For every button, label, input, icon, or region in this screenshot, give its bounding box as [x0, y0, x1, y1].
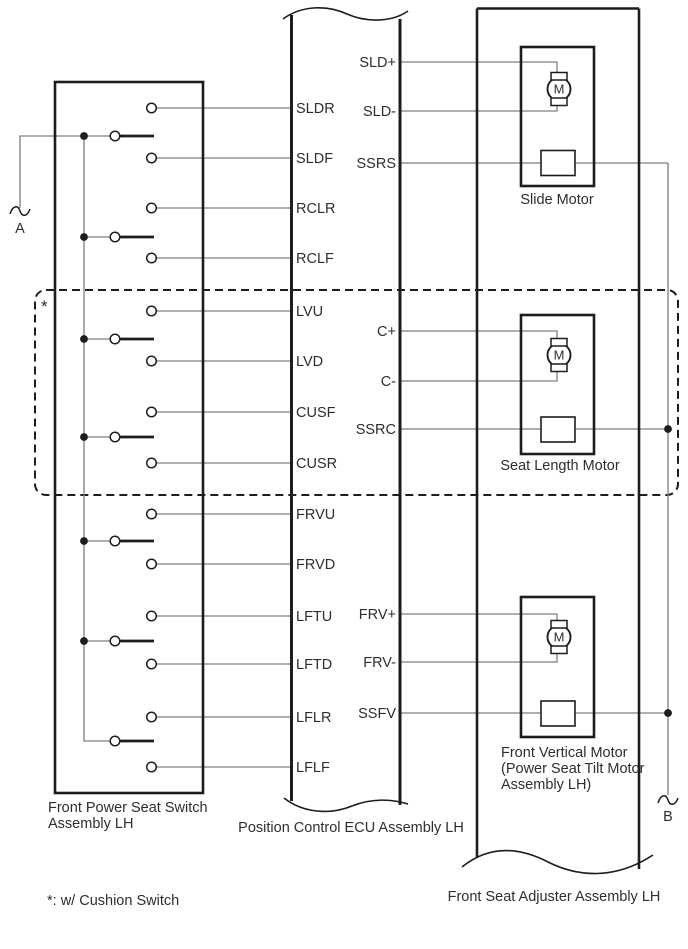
ecu-right-pin-labels — [356, 55, 397, 722]
front-vertical-motor-label-3: Assembly LH) — [501, 777, 592, 793]
switch-levers — [121, 136, 155, 741]
pin-label: LFLF — [296, 760, 330, 776]
motor-terminal — [551, 621, 567, 629]
pin-label: LFLR — [296, 710, 332, 726]
motor-terminal — [551, 364, 567, 372]
pin-label: LVU — [296, 304, 324, 320]
adjuster-torn-edge-bottom — [462, 851, 653, 874]
front-vertical-motor-label-2: (Power Seat Tilt Motor — [501, 761, 645, 777]
adjuster-caption: Front Seat Adjuster Assembly LH — [447, 889, 661, 905]
connector-a-label: A — [15, 221, 25, 237]
front-vertical-motor-unit — [501, 597, 645, 793]
pin-label: SSRS — [356, 156, 396, 172]
ecu-torn-edge-bottom — [284, 798, 408, 811]
pin-label: RCLR — [296, 201, 336, 217]
pin-label: FRV+ — [358, 607, 396, 623]
pin-label: SLD- — [362, 104, 396, 120]
pin-label: SSFV — [358, 706, 396, 722]
motor-symbol-letter: M — [553, 347, 565, 363]
wire-sld-plus — [400, 62, 557, 73]
asterisk-marker: * — [41, 297, 48, 316]
pin-label: LFTD — [296, 657, 333, 673]
motor-terminal — [551, 73, 567, 81]
pin-label: C- — [380, 374, 396, 390]
pin-label: SLDF — [296, 151, 334, 167]
pin-label: FRV- — [363, 655, 396, 671]
wire-c-plus — [400, 331, 557, 339]
ecu-torn-edge-top — [283, 8, 408, 20]
position-sensor-box — [541, 701, 575, 726]
pin-label: CUSR — [296, 456, 338, 472]
motor-symbol-letter: M — [553, 81, 565, 97]
pin-label: LVD — [296, 354, 324, 370]
wire-sld-minus — [400, 106, 557, 112]
motor-terminal — [551, 98, 567, 106]
connector-a-break-symbol — [10, 207, 30, 215]
pin-label: C+ — [377, 324, 396, 340]
pin-label: FRVU — [296, 507, 336, 523]
seat-length-motor-unit — [500, 315, 619, 474]
front-vertical-motor-label-1: Front Vertical Motor — [501, 745, 628, 761]
motor-terminal — [551, 646, 567, 654]
pin-label: CUSF — [296, 405, 336, 421]
switch-assembly-caption-2: Assembly LH — [48, 816, 134, 832]
wire-switch-bus — [84, 136, 110, 741]
pin-label: SLDR — [296, 101, 335, 117]
position-sensor-box — [541, 151, 575, 176]
pin-label: SLD+ — [359, 55, 396, 71]
position-sensor-box — [541, 417, 575, 442]
wire-frv-plus — [400, 614, 557, 621]
wire-c-minus — [400, 372, 557, 382]
connector-b-label: B — [663, 809, 673, 825]
motor-symbol-letter: M — [553, 629, 565, 645]
slide-motor-label: Slide Motor — [520, 192, 594, 208]
wire-frv-minus — [400, 654, 557, 663]
ecu-left-pin-labels — [296, 101, 337, 776]
pin-label: SSRC — [355, 422, 396, 438]
ecu-caption: Position Control ECU Assembly LH — [238, 820, 464, 836]
motor-terminal — [551, 339, 567, 347]
pin-label: RCLF — [296, 251, 334, 267]
pin-label: LFTU — [296, 609, 333, 625]
connector-b-break-symbol — [658, 796, 678, 804]
switch-assembly-caption-1: Front Power Seat Switch — [48, 800, 208, 816]
footnote: *: w/ Cushion Switch — [47, 893, 180, 909]
wire-connector-a — [20, 136, 84, 208]
pin-label: FRVD — [296, 557, 336, 573]
seat-length-motor-label: Seat Length Motor — [500, 458, 620, 474]
